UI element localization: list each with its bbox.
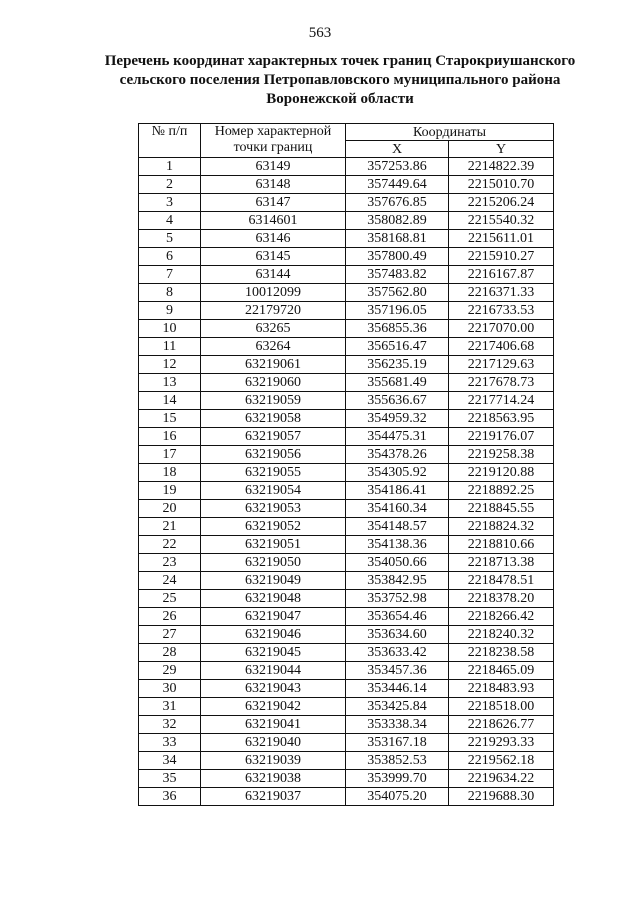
coordinates-table-body — [139, 158, 554, 806]
row-number-cell: 29 — [139, 662, 201, 680]
table-row — [139, 176, 554, 194]
table-row — [139, 518, 554, 536]
point-number-cell: 63148 — [201, 176, 346, 194]
x-coordinate-cell: 354160.34 — [346, 500, 449, 518]
point-number-cell: 63219053 — [201, 500, 346, 518]
table-row — [139, 284, 554, 302]
header-coordinates: Координаты — [346, 124, 554, 141]
point-number-cell: 63219039 — [201, 752, 346, 770]
row-number-cell: 35 — [139, 770, 201, 788]
row-number-cell: 17 — [139, 446, 201, 464]
x-coordinate-cell: 353654.46 — [346, 608, 449, 626]
table-row — [139, 212, 554, 230]
x-coordinate-cell: 355681.49 — [346, 374, 449, 392]
table-row — [139, 680, 554, 698]
document-title-line-3: Воронежской области — [266, 91, 414, 107]
row-number-cell: 28 — [139, 644, 201, 662]
point-number-cell: 63219050 — [201, 554, 346, 572]
x-coordinate-cell: 353634.60 — [346, 626, 449, 644]
point-number-cell: 63219051 — [201, 536, 346, 554]
y-coordinate-cell: 2218563.95 — [449, 410, 554, 428]
table-row — [139, 230, 554, 248]
table-row — [139, 356, 554, 374]
point-number-cell: 63147 — [201, 194, 346, 212]
page-number: 563 — [308, 25, 332, 41]
point-number-cell: 63219037 — [201, 788, 346, 806]
point-number-cell: 63219043 — [201, 680, 346, 698]
table-row — [139, 446, 554, 464]
x-coordinate-cell: 357676.85 — [346, 194, 449, 212]
table-row — [139, 734, 554, 752]
point-number-cell: 63219045 — [201, 644, 346, 662]
document-title — [95, 52, 585, 109]
y-coordinate-cell: 2219293.33 — [449, 734, 554, 752]
coordinates-table — [138, 123, 554, 806]
y-coordinate-cell: 2218892.25 — [449, 482, 554, 500]
x-coordinate-cell: 354305.92 — [346, 464, 449, 482]
table-row — [139, 788, 554, 806]
x-coordinate-cell: 353842.95 — [346, 572, 449, 590]
y-coordinate-cell: 2218810.66 — [449, 536, 554, 554]
row-number-cell: 27 — [139, 626, 201, 644]
table-row — [139, 554, 554, 572]
point-number-cell: 6314601 — [201, 212, 346, 230]
point-number-cell: 63264 — [201, 338, 346, 356]
point-number-cell: 63219060 — [201, 374, 346, 392]
table-row — [139, 698, 554, 716]
table-row — [139, 482, 554, 500]
y-coordinate-cell: 2214822.39 — [449, 158, 554, 176]
row-number-cell: 4 — [139, 212, 201, 230]
table-row — [139, 302, 554, 320]
x-coordinate-cell: 354075.20 — [346, 788, 449, 806]
table-row — [139, 338, 554, 356]
row-number-cell: 8 — [139, 284, 201, 302]
table-row — [139, 536, 554, 554]
x-coordinate-cell: 353457.36 — [346, 662, 449, 680]
table-row — [139, 392, 554, 410]
x-coordinate-cell: 354378.26 — [346, 446, 449, 464]
y-coordinate-cell: 2218713.38 — [449, 554, 554, 572]
point-number-cell: 22179720 — [201, 302, 346, 320]
x-coordinate-cell: 353852.53 — [346, 752, 449, 770]
table-row — [139, 572, 554, 590]
row-number-cell: 14 — [139, 392, 201, 410]
table-row — [139, 374, 554, 392]
y-coordinate-cell: 2218518.00 — [449, 698, 554, 716]
x-coordinate-cell: 356516.47 — [346, 338, 449, 356]
table-row — [139, 158, 554, 176]
x-coordinate-cell: 357253.86 — [346, 158, 449, 176]
y-coordinate-cell: 2218266.42 — [449, 608, 554, 626]
row-number-cell: 7 — [139, 266, 201, 284]
point-number-cell: 63219059 — [201, 392, 346, 410]
y-coordinate-cell: 2218483.93 — [449, 680, 554, 698]
x-coordinate-cell: 353167.18 — [346, 734, 449, 752]
y-coordinate-cell: 2216371.33 — [449, 284, 554, 302]
table-row — [139, 500, 554, 518]
row-number-cell: 32 — [139, 716, 201, 734]
table-row — [139, 608, 554, 626]
y-coordinate-cell: 2215611.01 — [449, 230, 554, 248]
row-number-cell: 6 — [139, 248, 201, 266]
y-coordinate-cell: 2218378.20 — [449, 590, 554, 608]
y-coordinate-cell: 2218478.51 — [449, 572, 554, 590]
header-x: X — [346, 141, 449, 158]
point-number-cell: 63219049 — [201, 572, 346, 590]
x-coordinate-cell: 353338.34 — [346, 716, 449, 734]
point-number-cell: 63219055 — [201, 464, 346, 482]
table-row — [139, 320, 554, 338]
y-coordinate-cell: 2219176.07 — [449, 428, 554, 446]
y-coordinate-cell: 2217406.68 — [449, 338, 554, 356]
point-number-cell: 63219040 — [201, 734, 346, 752]
table-row — [139, 716, 554, 734]
point-number-cell: 63219047 — [201, 608, 346, 626]
header-row-number: № п/п — [139, 124, 201, 158]
y-coordinate-cell: 2217678.73 — [449, 374, 554, 392]
table-row — [139, 644, 554, 662]
y-coordinate-cell: 2216167.87 — [449, 266, 554, 284]
x-coordinate-cell: 357483.82 — [346, 266, 449, 284]
y-coordinate-cell: 2218626.77 — [449, 716, 554, 734]
x-coordinate-cell: 356855.36 — [346, 320, 449, 338]
row-number-cell: 26 — [139, 608, 201, 626]
row-number-cell: 2 — [139, 176, 201, 194]
table-row — [139, 752, 554, 770]
table-row — [139, 662, 554, 680]
x-coordinate-cell: 357800.49 — [346, 248, 449, 266]
point-number-cell: 63219058 — [201, 410, 346, 428]
table-row — [139, 626, 554, 644]
y-coordinate-cell: 2219120.88 — [449, 464, 554, 482]
row-number-cell: 30 — [139, 680, 201, 698]
y-coordinate-cell: 2215540.32 — [449, 212, 554, 230]
x-coordinate-cell: 354186.41 — [346, 482, 449, 500]
y-coordinate-cell: 2218824.32 — [449, 518, 554, 536]
point-number-cell: 63219061 — [201, 356, 346, 374]
point-number-cell: 63219048 — [201, 590, 346, 608]
x-coordinate-cell: 354050.66 — [346, 554, 449, 572]
x-coordinate-cell: 353425.84 — [346, 698, 449, 716]
row-number-cell: 20 — [139, 500, 201, 518]
y-coordinate-cell: 2218465.09 — [449, 662, 554, 680]
row-number-cell: 22 — [139, 536, 201, 554]
row-number-cell: 15 — [139, 410, 201, 428]
y-coordinate-cell: 2218240.32 — [449, 626, 554, 644]
y-coordinate-cell: 2215010.70 — [449, 176, 554, 194]
table-row — [139, 248, 554, 266]
row-number-cell: 11 — [139, 338, 201, 356]
point-number-cell: 63219046 — [201, 626, 346, 644]
x-coordinate-cell: 354959.32 — [346, 410, 449, 428]
y-coordinate-cell: 2219688.30 — [449, 788, 554, 806]
row-number-cell: 16 — [139, 428, 201, 446]
table-row — [139, 464, 554, 482]
point-number-cell: 63219038 — [201, 770, 346, 788]
y-coordinate-cell: 2219562.18 — [449, 752, 554, 770]
x-coordinate-cell: 354138.36 — [346, 536, 449, 554]
point-number-cell: 63265 — [201, 320, 346, 338]
row-number-cell: 3 — [139, 194, 201, 212]
row-number-cell: 25 — [139, 590, 201, 608]
x-coordinate-cell: 357449.64 — [346, 176, 449, 194]
point-number-cell: 63219052 — [201, 518, 346, 536]
document-title-line-2: сельского поселения Петропавловского муниципального района — [119, 72, 561, 88]
x-coordinate-cell: 353752.98 — [346, 590, 449, 608]
point-number-cell: 63145 — [201, 248, 346, 266]
y-coordinate-cell: 2218845.55 — [449, 500, 554, 518]
row-number-cell: 1 — [139, 158, 201, 176]
row-number-cell: 9 — [139, 302, 201, 320]
row-number-cell: 33 — [139, 734, 201, 752]
point-number-cell: 63149 — [201, 158, 346, 176]
y-coordinate-cell: 2217070.00 — [449, 320, 554, 338]
y-coordinate-cell: 2215206.24 — [449, 194, 554, 212]
row-number-cell: 10 — [139, 320, 201, 338]
point-number-cell: 63144 — [201, 266, 346, 284]
row-number-cell: 19 — [139, 482, 201, 500]
point-number-cell: 63219056 — [201, 446, 346, 464]
x-coordinate-cell: 354148.57 — [346, 518, 449, 536]
row-number-cell: 5 — [139, 230, 201, 248]
point-number-cell: 63219057 — [201, 428, 346, 446]
coordinates-table-header — [139, 124, 554, 158]
y-coordinate-cell: 2216733.53 — [449, 302, 554, 320]
table-row — [139, 590, 554, 608]
x-coordinate-cell: 358082.89 — [346, 212, 449, 230]
y-coordinate-cell: 2217129.63 — [449, 356, 554, 374]
row-number-cell: 21 — [139, 518, 201, 536]
table-row — [139, 410, 554, 428]
x-coordinate-cell: 353633.42 — [346, 644, 449, 662]
row-number-cell: 36 — [139, 788, 201, 806]
point-number-cell: 63219041 — [201, 716, 346, 734]
row-number-cell: 13 — [139, 374, 201, 392]
y-coordinate-cell: 2215910.27 — [449, 248, 554, 266]
x-coordinate-cell: 358168.81 — [346, 230, 449, 248]
header-point-number: Номер характерной точки границ — [201, 124, 346, 158]
x-coordinate-cell: 357562.80 — [346, 284, 449, 302]
y-coordinate-cell: 2219634.22 — [449, 770, 554, 788]
table-row — [139, 770, 554, 788]
x-coordinate-cell: 354475.31 — [346, 428, 449, 446]
row-number-cell: 24 — [139, 572, 201, 590]
x-coordinate-cell: 353999.70 — [346, 770, 449, 788]
x-coordinate-cell: 353446.14 — [346, 680, 449, 698]
table-row — [139, 428, 554, 446]
row-number-cell: 12 — [139, 356, 201, 374]
row-number-cell: 18 — [139, 464, 201, 482]
point-number-cell: 63219042 — [201, 698, 346, 716]
point-number-cell: 10012099 — [201, 284, 346, 302]
y-coordinate-cell: 2218238.58 — [449, 644, 554, 662]
y-coordinate-cell: 2219258.38 — [449, 446, 554, 464]
point-number-cell: 63219044 — [201, 662, 346, 680]
table-row — [139, 266, 554, 284]
row-number-cell: 34 — [139, 752, 201, 770]
point-number-cell: 63219054 — [201, 482, 346, 500]
x-coordinate-cell: 356235.19 — [346, 356, 449, 374]
header-y: Y — [449, 141, 554, 158]
x-coordinate-cell: 357196.05 — [346, 302, 449, 320]
x-coordinate-cell: 355636.67 — [346, 392, 449, 410]
table-row — [139, 194, 554, 212]
y-coordinate-cell: 2217714.24 — [449, 392, 554, 410]
point-number-cell: 63146 — [201, 230, 346, 248]
row-number-cell: 31 — [139, 698, 201, 716]
document-title-line-1: Перечень координат характерных точек границ Старокриушанского — [104, 53, 576, 69]
row-number-cell: 23 — [139, 554, 201, 572]
